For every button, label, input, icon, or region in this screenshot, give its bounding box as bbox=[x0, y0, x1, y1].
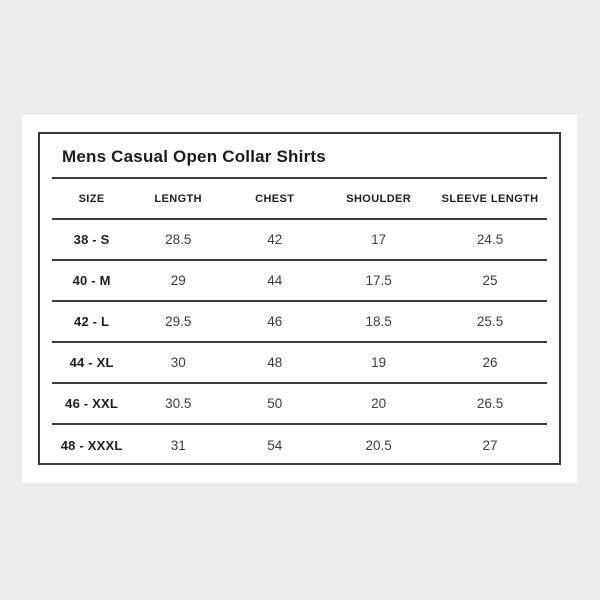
cell-shoulder: 18.5 bbox=[365, 314, 392, 329]
cell-chest: 48 bbox=[267, 355, 283, 370]
cell-sleeve-length: 26.5 bbox=[476, 396, 504, 411]
cell-chest: 54 bbox=[267, 437, 283, 453]
cell-length: 31 bbox=[170, 437, 186, 453]
cell-length: 28.5 bbox=[165, 232, 192, 247]
cell-length: 29.5 bbox=[165, 314, 192, 329]
cell-size: 44 - XL bbox=[69, 355, 114, 370]
table-header-row bbox=[52, 178, 547, 219]
cell-sleeve-length: 26 bbox=[482, 355, 498, 370]
cell-size: 40 - M bbox=[72, 273, 111, 288]
cell-chest: 50 bbox=[267, 396, 283, 411]
cell-length: 29 bbox=[170, 273, 186, 288]
cell-length: 30 bbox=[170, 355, 186, 370]
column-header-shoulder: SHOULDER bbox=[346, 192, 412, 205]
cell-sleeve-length: 25 bbox=[482, 273, 498, 288]
cell-chest: 46 bbox=[267, 314, 283, 329]
column-header-size: SIZE bbox=[78, 192, 105, 205]
table-row-46-xxl bbox=[52, 383, 547, 424]
table-row-48-xxxl bbox=[52, 424, 547, 465]
table-row-42-l bbox=[52, 301, 547, 342]
cell-chest: 42 bbox=[267, 232, 283, 247]
size-chart-box bbox=[38, 132, 561, 465]
column-header-sleeve-length: SLEEVE LENGTH bbox=[441, 192, 539, 205]
cell-sleeve-length: 25.5 bbox=[476, 314, 504, 329]
cell-shoulder: 17 bbox=[371, 232, 387, 247]
cell-length: 30.5 bbox=[165, 396, 192, 411]
cell-sleeve-length: 27 bbox=[482, 437, 498, 453]
table-row-40-m bbox=[52, 260, 547, 301]
cell-shoulder: 20.5 bbox=[365, 437, 392, 453]
table-row-38-s bbox=[52, 219, 547, 260]
cell-shoulder: 20 bbox=[371, 396, 387, 411]
column-header-length: LENGTH bbox=[154, 192, 203, 205]
size-chart-title: Mens Casual Open Collar Shirts bbox=[62, 147, 326, 166]
size-chart-card bbox=[22, 115, 577, 483]
cell-sleeve-length: 24.5 bbox=[476, 232, 504, 247]
cell-size: 46 - XXL bbox=[65, 396, 119, 411]
size-table bbox=[52, 177, 547, 465]
size-table-wrap bbox=[52, 177, 547, 465]
cell-chest: 44 bbox=[267, 273, 283, 288]
cell-size: 42 - L bbox=[74, 314, 110, 329]
cell-size: 48 - XXXL bbox=[60, 437, 123, 453]
table-row-44-xl bbox=[52, 342, 547, 383]
column-header-chest: CHEST bbox=[255, 192, 295, 205]
cell-size: 38 - S bbox=[73, 232, 110, 247]
cell-shoulder: 19 bbox=[371, 355, 387, 370]
cell-shoulder: 17.5 bbox=[365, 273, 392, 288]
